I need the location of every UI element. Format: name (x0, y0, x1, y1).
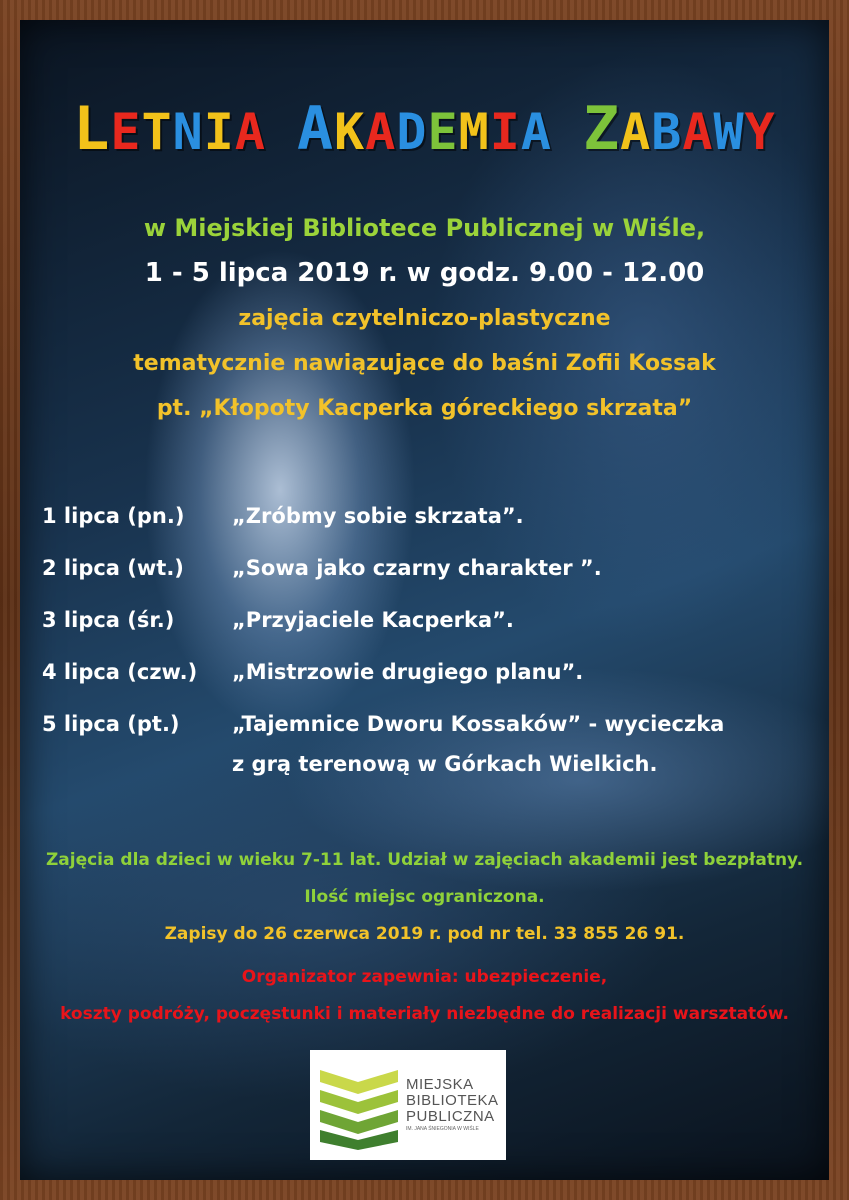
title-letter: Z (583, 94, 621, 164)
poster-title (20, 94, 829, 164)
schedule-date: 3 lipca (śr.) (42, 608, 175, 632)
title-letter: A (297, 94, 335, 164)
library-logo-text (406, 1077, 499, 1134)
intro-location: w Miejskiej Bibliotece Publicznej w Wiśle, (143, 214, 706, 242)
title-letter: E (427, 103, 459, 161)
title-letter: A (682, 103, 714, 161)
schedule-row (42, 490, 822, 542)
title-letter: A (234, 103, 266, 161)
title-letter: B (651, 103, 683, 161)
schedule-row (42, 594, 822, 646)
intro-book-title: pt. „Kłopoty Kacperka góreckiego skrzata” (156, 396, 693, 421)
chalkboard (20, 20, 829, 1180)
info-organizer-details: koszty podróży, poczęstunki i materiały niezbędne do realizacji warsztatów. (60, 1004, 789, 1024)
schedule-topic: „Przyjaciele Kacperka”. (232, 608, 514, 632)
schedule-date: 5 lipca (pt.) (42, 712, 180, 736)
schedule-topic: „Mistrzowie drugiego planu”. (232, 660, 584, 684)
schedule-date: 1 lipca (pn.) (42, 504, 185, 528)
logo-line-publiczna: PUBLICZNA (406, 1107, 495, 1125)
schedule-topic: „Sowa jako czarny charakter ”. (232, 556, 602, 580)
schedule-topic-continued: z grą terenową w Górkach Wielkich. (232, 752, 658, 776)
title-letter: A (520, 103, 552, 161)
info-age-free: Zajęcia dla dzieci w wieku 7-11 lat. Udział w zajęciach akademii jest bezpłatny. (45, 850, 804, 870)
title-letter (552, 103, 583, 161)
info-block (20, 842, 829, 1033)
schedule-row (42, 698, 822, 776)
library-logo (310, 1050, 506, 1160)
schedule-row (42, 542, 822, 594)
intro-theme: tematycznie nawiązujące do baśni Zofii Kossak (133, 351, 716, 376)
title-letter: Y (744, 103, 776, 161)
schedule-list (42, 490, 822, 776)
info-limited-places: Ilość miejsc ograniczona. (304, 887, 545, 907)
intro-block (20, 206, 829, 431)
schedule-topic: „Tajemnice Dworu Kossaków” - wycieczka (232, 712, 725, 736)
logo-line-patron: IM. JANA ŚNIEGONIA W WIŚLE (406, 1125, 479, 1132)
title-letter: L (73, 94, 111, 164)
title-letter: D (396, 103, 428, 161)
title-letter: I (203, 103, 235, 161)
title-letter: W (713, 103, 745, 161)
title-letter: M (458, 103, 490, 161)
schedule-date: 4 lipca (czw.) (42, 660, 198, 684)
title-letter: I (489, 103, 521, 161)
logo-line-biblioteka: BIBLIOTEKA (406, 1091, 499, 1109)
schedule-date: 2 lipca (wt.) (42, 556, 184, 580)
intro-dates: 1 - 5 lipca 2019 r. w godz. 9.00 - 12.00 (144, 258, 705, 288)
logo-line-miejska: MIEJSKA (406, 1075, 474, 1093)
book-stack-icon (318, 1060, 400, 1150)
title-letter: T (141, 103, 173, 161)
info-organizer: Organizator zapewnia: ubezpieczenie, (241, 967, 608, 987)
title-letter (266, 103, 297, 161)
title-letter: A (365, 103, 397, 161)
title-letter: K (334, 103, 366, 161)
schedule-row (42, 646, 822, 698)
intro-activity: zajęcia czytelniczo-plastyczne (238, 306, 611, 331)
title-letter: A (620, 103, 652, 161)
title-letter: N (172, 103, 204, 161)
schedule-topic: „Zróbmy sobie skrzata”. (232, 504, 524, 528)
info-registration: Zapisy do 26 czerwca 2019 r. pod nr tel. 33 855 26 91. (164, 924, 685, 944)
title-letter: E (110, 103, 142, 161)
